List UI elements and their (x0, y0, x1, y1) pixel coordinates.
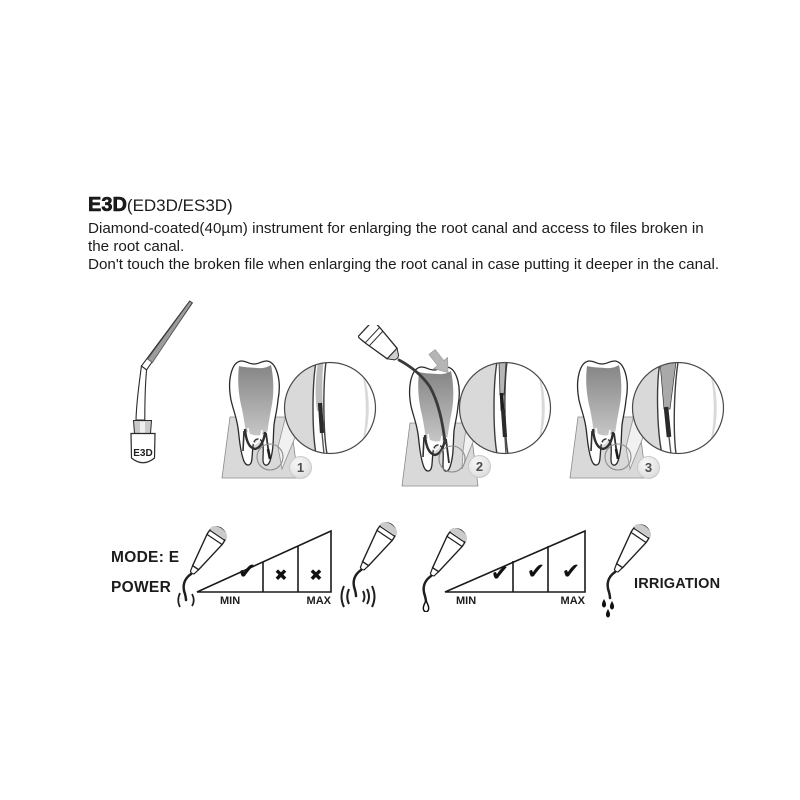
handpiece-multi-drop-icon (596, 514, 658, 620)
irrigation-scale-triangle (443, 528, 587, 594)
handpiece-high-vibration-icon (334, 514, 402, 616)
irrigation-max-label: MAX (560, 595, 585, 607)
irrigation-cell-3-mark: ✔ (561, 559, 581, 585)
model-variants: (ED3D/ES3D) (126, 196, 233, 215)
tip-illustration (100, 292, 210, 472)
step-1-badge: 1 (289, 456, 312, 479)
diamond-coated-section (148, 301, 193, 362)
page-title (88, 194, 233, 217)
power-min-label: MIN (220, 595, 241, 607)
broken-file-fragment (503, 409, 505, 437)
power-scale-triangle (195, 528, 333, 594)
power-cell-3-mark: ✖ (309, 565, 323, 585)
irrigation-label: IRRIGATION (634, 576, 721, 592)
power-cell-1-mark: ✔ (237, 559, 257, 585)
water-drops-icon (602, 599, 614, 618)
step-2-illustration (358, 325, 570, 493)
description-text (88, 220, 719, 275)
description-line-1: Diamond-coated(40µm) instrument for enlarging the root canal and access to files broken in (88, 220, 704, 237)
broken-file-fragment (666, 407, 669, 437)
water-drop-icon (423, 601, 429, 612)
irrigation-cell-1-mark: ✔ (490, 561, 510, 587)
power-label: POWER (111, 579, 172, 596)
power-cell-2-mark: ✖ (274, 565, 288, 585)
tip-label: E3D (133, 448, 153, 459)
description-line-3: Don't touch the broken file when enlarging the root canal in case putting it deeper in the canal. (88, 256, 720, 274)
step-3-badge: 3 (637, 456, 660, 479)
step-2-badge: 2 (468, 455, 491, 478)
irrigation-cell-2-mark: ✔ (526, 559, 546, 585)
power-max-label: MAX (306, 595, 331, 607)
broken-file-fragment (320, 403, 322, 433)
description-line-2: the root canal. (88, 238, 185, 256)
irrigation-min-label: MIN (456, 595, 477, 607)
mode-label: MODE: E (111, 549, 180, 566)
model-name: E3D (88, 194, 127, 216)
